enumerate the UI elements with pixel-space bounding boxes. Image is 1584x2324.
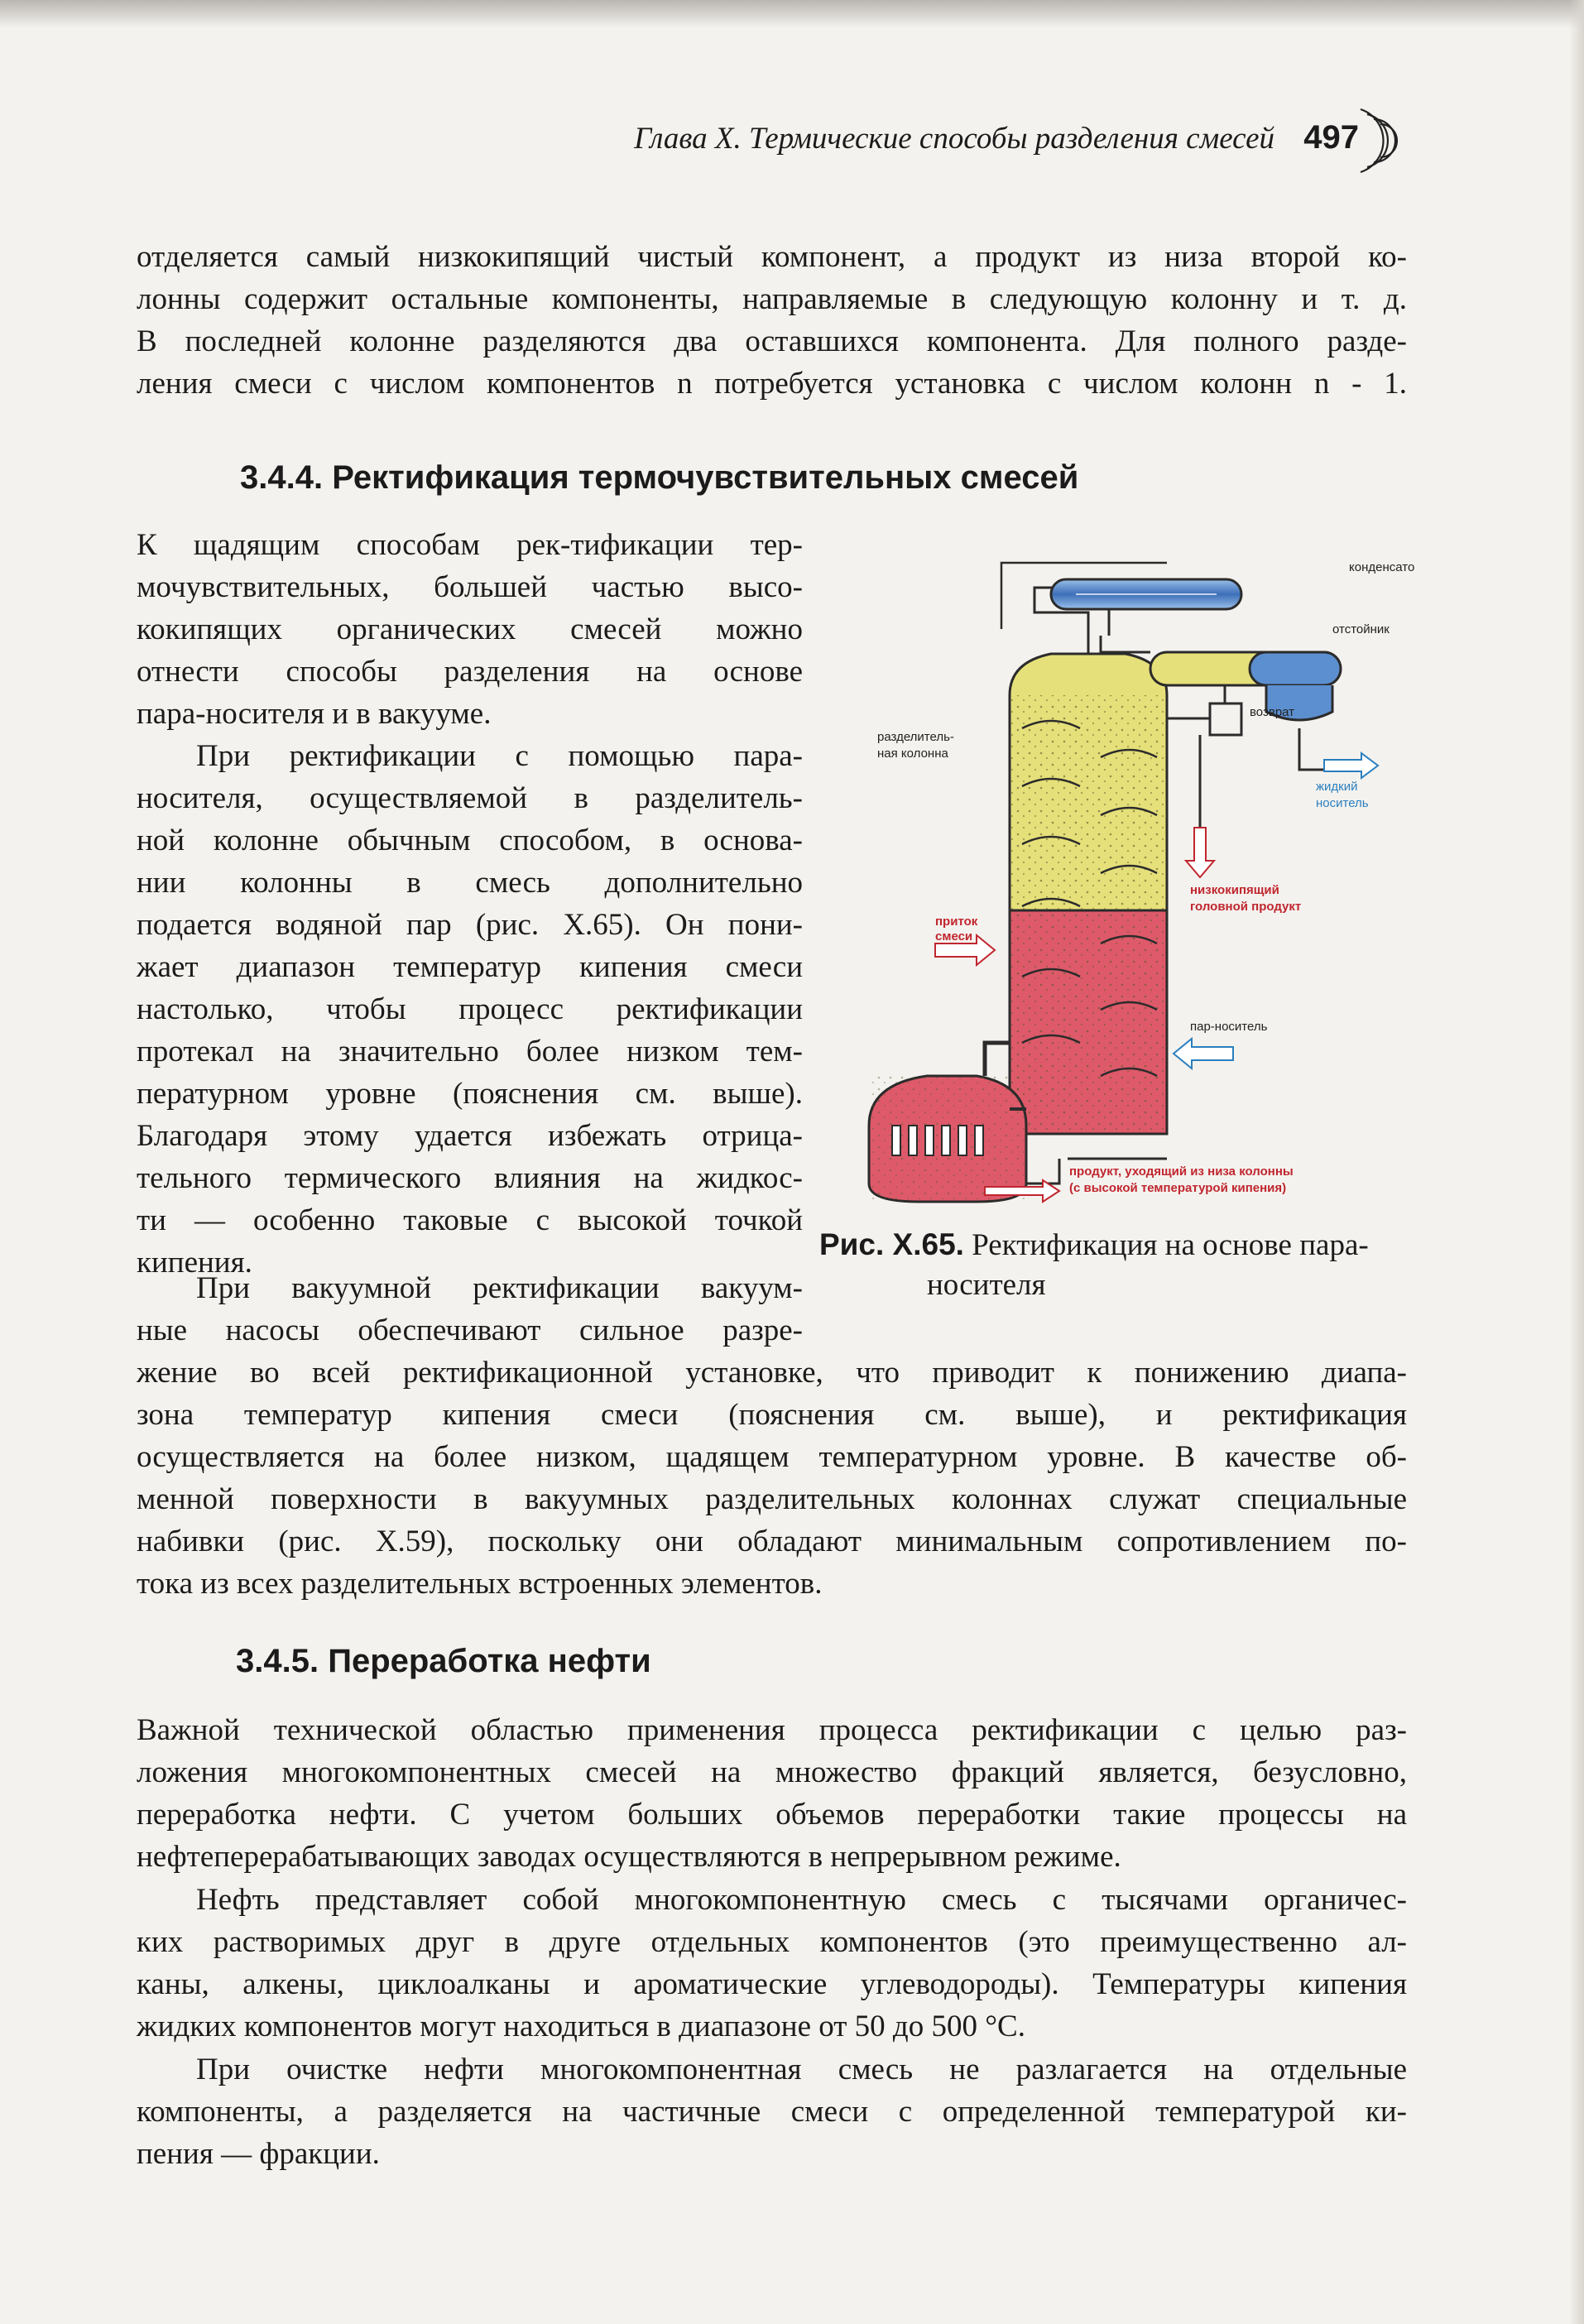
paragraph-steam-distillation bbox=[137, 735, 803, 1284]
label-feed-2: смеси bbox=[935, 929, 973, 944]
text-line: пара-носителя и в вакууме. bbox=[137, 697, 492, 731]
section-heading-3-4-4: 3.4.4. Ректификация термочувствительных смесей bbox=[240, 459, 1079, 496]
text-line: менной поверхности в вакуумных разделительных колоннах служат специальные bbox=[137, 1482, 1407, 1516]
label-column-2: ная колонна bbox=[877, 747, 948, 761]
paragraph-vacuum-distillation bbox=[137, 1352, 1407, 1605]
text-line: В последней колонне разделяются два оставшихся компонента. Для полного разде- bbox=[137, 324, 1407, 358]
label-liquid-2: носитель bbox=[1316, 796, 1369, 810]
chapter-title: Глава X. Термические способы разделения смесей bbox=[634, 122, 1274, 156]
running-header bbox=[554, 118, 1407, 167]
paragraph-oil-refining bbox=[137, 1709, 1407, 1878]
text-line: Нефть представляет собой многокомпонентную смесь с тысячами органичес- bbox=[196, 1883, 1407, 1917]
paragraph-gentle-methods bbox=[137, 524, 803, 735]
label-bottom-product-2: (с высокой температурой кипения) bbox=[1069, 1181, 1287, 1195]
text-line: ные насосы обеспечивают сильное разре- bbox=[137, 1313, 803, 1347]
label-feed-1: приток bbox=[935, 915, 978, 929]
text-line: зона температур кипения смеси (пояснения см. выше), и ректификация bbox=[137, 1398, 1407, 1432]
text-line: подается водяной пар (рис. X.65). Он пони- bbox=[137, 908, 803, 942]
caption-text-2: носителя bbox=[927, 1268, 1046, 1302]
text-line: ления смеси с числом компонентов n потребуется установка с числом колонн n - 1. bbox=[137, 367, 1407, 401]
text-line: отделяется самый низкокипящий чистый компонент, а продукт из низа второй ко- bbox=[137, 240, 1407, 274]
text-line: лонны содержит остальные компоненты, направляемые в следующую колонну и т. д. bbox=[137, 282, 1407, 316]
caption-text-1: Ректификация на основе пара- bbox=[972, 1228, 1369, 1262]
text-line: протекал на значительно более низком тем- bbox=[137, 1035, 803, 1068]
distillation-diagram bbox=[852, 530, 1415, 1208]
text-line: переработка нефти. С учетом больших объемов переработки такие процессы на bbox=[137, 1798, 1407, 1832]
text-line: пературном уровне (пояснения см. выше). bbox=[137, 1077, 803, 1111]
text-line: настолько, чтобы процесс ректификации bbox=[137, 992, 803, 1026]
label-condenser: конденсатор bbox=[1349, 560, 1415, 574]
text-line: ложения многокомпонентных смесей на множество фракций является, безусловно, bbox=[137, 1755, 1407, 1789]
text-line: Благодаря этому удается избежать отрица- bbox=[137, 1119, 803, 1153]
column-body bbox=[1010, 654, 1167, 1134]
text-line: кокипящих органических смесей можно bbox=[137, 612, 803, 646]
page-swirl-icon bbox=[1349, 103, 1407, 179]
text-line: мочувствительных, большей частью высо- bbox=[137, 570, 803, 604]
paragraph-oil-fractions bbox=[137, 2048, 1407, 2175]
label-liquid-1: жидкий bbox=[1316, 780, 1358, 794]
text-line: носителя, осуществляемой в разделитель- bbox=[137, 781, 803, 815]
figure-steam-distillation bbox=[852, 530, 1415, 1208]
page-number: 497 bbox=[1303, 119, 1359, 156]
paragraph-vacuum-distillation-start bbox=[137, 1267, 803, 1352]
text-line: нии колонны в смесь дополнительно bbox=[137, 866, 803, 900]
page-edge bbox=[1569, 0, 1584, 2324]
intro-paragraph bbox=[137, 236, 1407, 405]
label-settler: отстойник bbox=[1332, 622, 1390, 636]
text-line: кипения. bbox=[137, 1246, 252, 1280]
label-return: возврат bbox=[1250, 705, 1295, 719]
label-bottom-product-1: продукт, уходящий из низа колонны bbox=[1069, 1164, 1294, 1179]
label-top-product-1: низкокипящий bbox=[1190, 883, 1279, 897]
text-line: компоненты, а разделяется на частичные смеси с определенной температурой ки- bbox=[137, 2095, 1407, 2129]
text-line: осуществляется на более низком, щадящем температурном уровне. В качестве об- bbox=[137, 1440, 1407, 1474]
figure-caption bbox=[819, 1225, 1415, 1305]
text-line: ти — особенно таковые с высокой точкой bbox=[137, 1203, 803, 1237]
caption-number: Рис. X.65. bbox=[819, 1227, 964, 1261]
text-line: ной колонне обычным способом, в основа- bbox=[137, 823, 803, 857]
text-line: набивки (рис. X.59), поскольку они обладают минимальным сопротивлением по- bbox=[137, 1525, 1407, 1558]
return-valve bbox=[1167, 685, 1241, 828]
text-line: К щадящим способам рек-тификации тер- bbox=[137, 528, 803, 562]
text-line: тока из всех разделительных встроенных элементов. bbox=[137, 1567, 823, 1601]
text-line: При очистке нефти многокомпонентная смесь не разлагается на отдельные bbox=[196, 2053, 1407, 2086]
text-line: жает диапазон температур кипения смеси bbox=[137, 950, 803, 984]
text-line: отнести способы разделения на основе bbox=[137, 655, 803, 689]
text-line: пения — фракции. bbox=[137, 2137, 380, 2171]
text-line: тельного термического влияния на жидкос- bbox=[137, 1161, 803, 1195]
label-steam: пар-носитель bbox=[1190, 1020, 1268, 1034]
text-line: жидких компонентов могут находиться в диапазоне от 50 до 500 °C. bbox=[137, 2009, 1025, 2043]
section-heading-3-4-5: 3.4.5. Переработка нефти bbox=[236, 1643, 651, 1679]
label-top-product-2: головной продукт bbox=[1190, 900, 1302, 914]
text-line: При вакуумной ректификации вакуум- bbox=[196, 1271, 803, 1305]
label-column-1: разделитель- bbox=[877, 730, 954, 744]
text-line: При ректификации с помощью пара- bbox=[196, 739, 803, 773]
text-line: нефтеперерабатывающих заводах осуществляются в непрерывном режиме. bbox=[137, 1840, 1121, 1874]
text-line: каны, алкены, циклоалканы и ароматические углеводороды). Температуры кипения bbox=[137, 1967, 1407, 2001]
paragraph-oil-composition bbox=[137, 1879, 1407, 2048]
text-line: жение во всей ректификационной установке, что приводит к понижению диапа- bbox=[137, 1356, 1407, 1390]
text-line: ких растворимых друг в друге отдельных компонентов (это преимущественно ал- bbox=[137, 1925, 1407, 1959]
text-line: Важной технической областью применения процесса ректификации с целью раз- bbox=[137, 1713, 1407, 1747]
condenser bbox=[1051, 579, 1241, 636]
scan-shadow bbox=[0, 0, 1584, 28]
